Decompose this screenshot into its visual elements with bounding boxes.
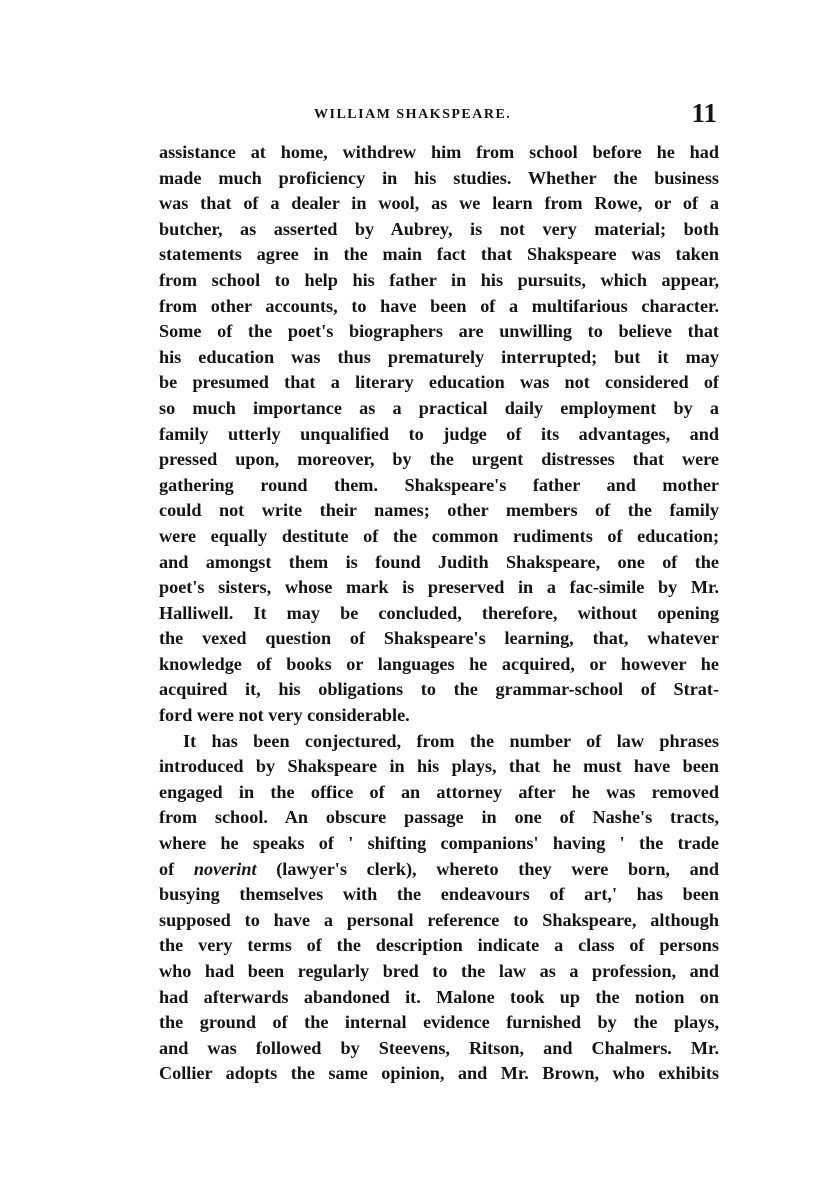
text-line: acquired it, his obligations to the grammar-school of Strat- — [159, 679, 719, 700]
text-line: ford were not very considerable. — [159, 705, 410, 726]
text-line: introduced by Shakspeare in his plays, that he must have been — [159, 756, 719, 777]
text-line: statements agree in the main fact that Shakspeare was taken — [159, 244, 719, 265]
text-line: made much proficiency in his studies. Whether the business — [159, 167, 719, 188]
text-line: was that of a dealer in wool, as we learn from Rowe, or of a — [159, 193, 719, 214]
text-line: where he speaks of ' shifting companions' having ' the trade — [159, 833, 719, 854]
text-line: family utterly unqualified to judge of its advantages, and — [159, 423, 719, 444]
text-fragment: (lawyer's clerk), whereto they were born, and — [256, 858, 719, 879]
text-line: who had been regularly bred to the law as a profession, and — [159, 961, 719, 981]
text-line: supposed to have a personal reference to Shakspeare, although — [159, 909, 719, 930]
text-line: Collier adopts the same opinion, and Mr. Brown, who exhibits — [159, 1063, 719, 1084]
text-line: the vexed question of Shakspeare's learning, that, whatever — [159, 628, 719, 649]
text-line: busying themselves with the endeavours of art,' has been — [159, 884, 719, 905]
text-line: his education was thus prematurely interrupted; but it may — [159, 346, 719, 367]
text-line: knowledge of books or languages he acquired, or however he — [159, 653, 719, 674]
italic-term: noverint — [193, 858, 257, 879]
text-line: had afterwards abandoned it. Malone took up the notion on — [159, 986, 719, 1007]
text-line: gathering round them. Shakspeare's father and mother — [159, 474, 719, 495]
text-line: from school. An obscure passage in one of Nashe's tracts, — [159, 807, 719, 828]
text-line: assistance at home, withdrew him from school before he had — [159, 142, 719, 162]
text-fragment: of — [159, 858, 194, 879]
text-line: and was followed by Steevens, Ritson, and Chalmers. Mr. — [159, 1037, 719, 1058]
text-line: from other accounts, to have been of a multifarious character. — [159, 295, 719, 316]
text-line: poet's sisters, whose mark is preserved in a fac-simile by Mr. — [159, 577, 719, 598]
text-line: It has been conjectured, from the number of law phrases — [183, 730, 719, 751]
text-line: from school to help his father in his pursuits, which appear, — [159, 269, 719, 290]
text-line: Halliwell. It may be concluded, therefore, without opening — [159, 602, 719, 623]
text-line: be presumed that a literary education was not considered of — [159, 372, 719, 393]
book-page — [159, 98, 719, 1087]
text-line: engaged in the office of an attorney after he was removed — [159, 781, 719, 802]
text-line: pressed upon, moreover, by the urgent distresses that were — [159, 449, 719, 470]
running-title: WILLIAM SHAKSPEARE. — [314, 107, 512, 122]
text-line: butcher, as asserted by Aubrey, is not very material; both — [159, 218, 719, 239]
text-line: and amongst them is found Judith Shakspeare, one of the — [159, 551, 719, 572]
running-head — [159, 98, 719, 132]
text-line: Some of the poet's biographers are unwilling to believe that — [159, 321, 719, 342]
text-line: could not write their names; other members of the family — [159, 500, 719, 521]
text-line: were equally destitute of the common rudiments of education; — [159, 525, 719, 546]
page-number: 11 — [691, 98, 717, 128]
text-line-with-italic — [159, 857, 719, 883]
paragraph-1 — [159, 140, 719, 729]
text-line: so much importance as a practical daily employment by a — [159, 397, 719, 418]
paragraph-2 — [159, 729, 719, 1087]
text-line: the ground of the internal evidence furnished by the plays, — [159, 1012, 719, 1033]
text-line: the very terms of the description indicate a class of persons — [159, 935, 719, 956]
